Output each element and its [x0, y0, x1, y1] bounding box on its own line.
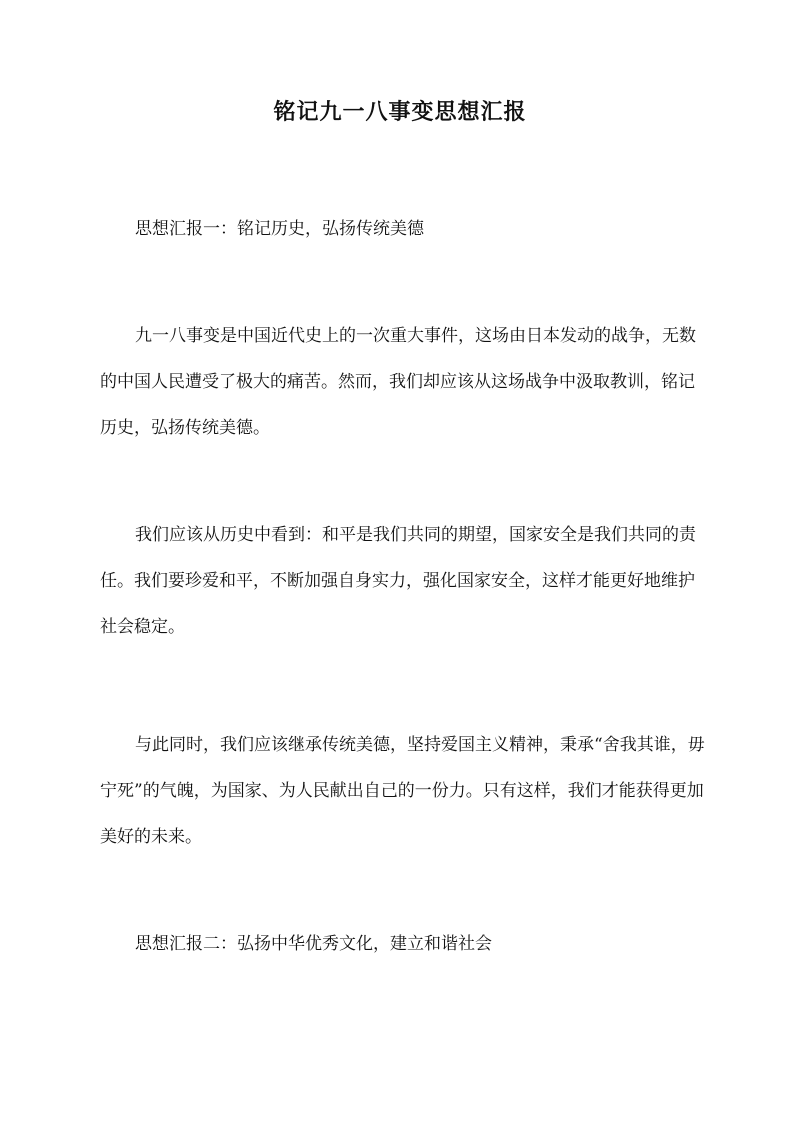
section-1-heading: 思想汇报一：铭记历史，弘扬传统美德	[135, 219, 424, 239]
section-1-paragraph-2: 我们应该从历史中看到：和平是我们共同的期望，国家安全是我们共同的责任。我们要珍爱和平，不断加强自身实力，强化国家安全，这样才能更好地维护社会稳定。	[100, 525, 696, 637]
section-1-paragraph-1: 九一八事变是中国近代史上的一次重大事件，这场由日本发动的战争，无数的中国人民遭受了极大的痛苦。然而，我们却应该从这场战争中汲取教训，铭记历史，弘扬传统美德。	[100, 326, 696, 438]
section-1-paragraph-3: 与此同时，我们应该继承传统美德，坚持爱国主义精神，秉承“舍我其谁，毋宁死”的气魄，为国家、为人民献出自己的一份力。只有这样，我们才能获得更加美好的未来。	[100, 735, 705, 847]
section-2-heading: 思想汇报二：弘扬中华优秀文化，建立和谐社会	[135, 934, 492, 954]
document-title: 铭记九一八事变思想汇报	[273, 99, 527, 125]
